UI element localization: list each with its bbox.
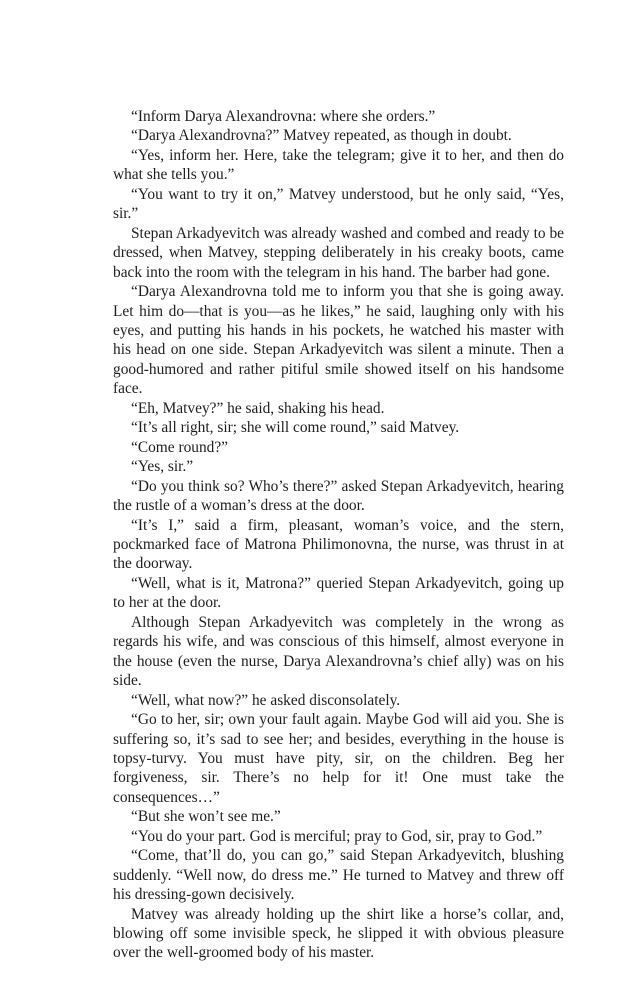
paragraph: “Darya Alexandrovna told me to inform you that she is going away. Let him do—that is you—as he likes,” he said, laughing only with his eyes, and putting his hands in his pockets, he watched his master with his head on one side. Stepan Arkadyevitch was silent a minute. Then a good-humored and rather pitiful smile showed itself on his handsome face. — [113, 283, 564, 398]
paragraph: “It’s all right, sir; she will come round,” said Matvey. — [131, 419, 460, 437]
paragraph: “Go to her, sir; own your fault again. Maybe God will aid you. She is suffering so, it’s sad to see her; and besides, everything in the house is topsy-turvy. You must have pity, sir, on the children. Beg her forgiveness, sir. There’s no help for it! One must take the consequences…” — [113, 711, 564, 806]
paragraph: “But she won’t see me.” — [131, 808, 281, 826]
paragraph: Stepan Arkadyevitch was already washed and combed and ready to be dressed, when Matvey, stepping deliberately in his creaky boots, came back into the room with the telegram in his hand. The barber had gone. — [113, 224, 564, 281]
paragraph: “You do your part. God is merciful; pray to God, sir, pray to God.” — [131, 827, 543, 845]
paragraph: “Well, what now?” he asked disconsolately. — [131, 691, 401, 709]
paragraph: “Inform Darya Alexandrovna: where she orders.” — [131, 108, 436, 125]
paragraph: Although Stepan Arkadyevitch was completely in the wrong as regards his wife, and was conscious of this himself, almost everyone in the house (even the nurse, Darya Alexandrovna’s chief ally) was on his side. — [113, 613, 564, 690]
paragraph: “Come round?” — [131, 438, 229, 456]
paragraph: Matvey was already holding up the shirt like a horse’s collar, and, blowing off some invisible speck, he slipped it with obvious pleasure over the well-groomed body of his master. — [113, 905, 564, 962]
paragraph: “Eh, Matvey?” he said, shaking his head. — [131, 399, 385, 417]
paragraph: “Well, what is it, Matrona?” queried Stepan Arkadyevitch, going up to her at the door. — [113, 574, 564, 612]
paragraph: “Do you think so? Who’s there?” asked Stepan Arkadyevitch, hearing the rustle of a woman’s dress at the door. — [113, 477, 564, 515]
paragraph: “Yes, sir.” — [131, 458, 194, 476]
paragraph: “Yes, inform her. Here, take the telegram; give it to her, and then do what she tells you.” — [113, 146, 564, 184]
paragraph: “Darya Alexandrovna?” Matvey repeated, as though in doubt. — [131, 127, 512, 145]
paragraph: “Come, that’ll do, you can go,” said Stepan Arkadyevitch, blushing suddenly. “Well now, do dress me.” He turned to Matvey and threw off his dressing-gown decisively. — [113, 847, 564, 904]
page-text-block — [113, 107, 564, 963]
paragraph: “You want to try it on,” Matvey understood, but he only said, “Yes, sir.” — [113, 185, 564, 223]
paragraph: “It’s I,” said a firm, pleasant, woman’s voice, and the stern, pockmarked face of Matrona Philimonovna, the nurse, was thrust in at the doorway. — [113, 516, 564, 573]
